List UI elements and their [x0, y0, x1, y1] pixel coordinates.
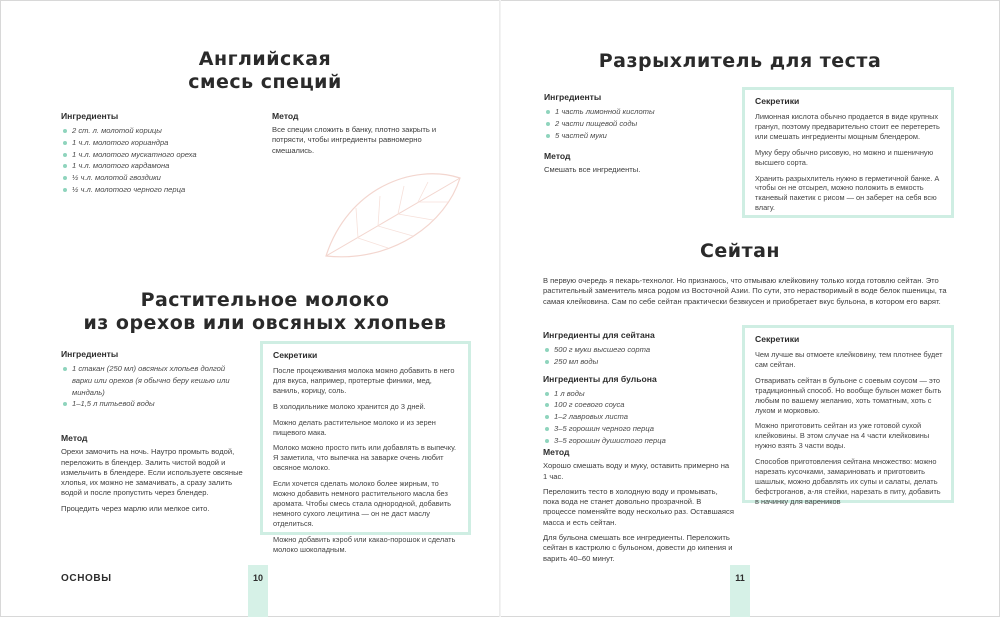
secret-item: После процеживания молока можно добавить в него для вкуса, например, протертые финики, мед, ваниль, корицу, соль. — [273, 366, 455, 395]
seitan-ing1-label: Ингредиенты для сейтана — [543, 330, 655, 340]
secret-item: Можно добавить кэроб или какао-порошок и сделать молоко шоколадным. — [273, 534, 456, 554]
spice-ingredients — [61, 111, 251, 196]
seitan-method-label: Метод — [543, 447, 570, 457]
leavening-title — [560, 50, 920, 73]
list-item: 2 ст. л. молотой корицы — [61, 125, 251, 137]
leavening-ingredients — [544, 92, 734, 176]
spice-ingredients-label: Ингредиенты — [61, 111, 119, 121]
page-number: 10 — [252, 573, 263, 583]
milk-ingredients-label: Ингредиенты — [61, 349, 119, 359]
seitan-title-text: Сейтан — [699, 240, 781, 262]
seitan-ing2-label: Ингредиенты для бульона — [543, 373, 657, 384]
secret-item: Если хочется сделать молоко более жирным, то можно добавить немного растительного масла без аромата. Чтобы смесь стала однородной, добавить немного сухого лецитина — он не даст маслу отделиться. — [273, 479, 452, 528]
secret-item: Чем лучше вы отмоете клейковину, тем плотнее будет сам сейтан. — [755, 350, 943, 369]
seitan-method-step: Для бульона смешать все ингредиенты. Переложить сейтан в кастрюлю с бульоном, довести до кипения и варить 40–60 минут. — [543, 533, 733, 563]
milk-title-line2: из орехов или овсяных хлопьев — [83, 312, 447, 334]
section-footer-label: ОСНОВЫ — [61, 573, 112, 584]
milk-secrets-box — [260, 341, 471, 554]
list-item: 2 части пищевой соды — [544, 118, 734, 130]
secret-item: Отваривать сейтан в бульоне с соевым соусом — это традиционный способ. Но вообще бульон может быть любым по вашему желанию, хоть томатным, хоть с луком и морковью. — [755, 375, 942, 415]
page-number-tab-left — [248, 565, 268, 617]
list-item: 100 г соевого соуса — [543, 399, 733, 411]
milk-method-text-1: Орехи замочить на ночь. Наутро промыть водой, переложить в блендер. Залить чистой водой и измельчить в блендере. Если используете овсяные хлопья, их можно не замачивать, а сразу залить водой и после пропустить через блендер. — [61, 447, 243, 498]
secret-item: Можно приготовить сейтан из уже готовой сухой клейковины. В этом случае на 4 части клейковины нужно взять 3 части воды. — [755, 421, 930, 451]
spice-method-label: Метод — [272, 111, 299, 121]
secret-item: Лимонная кислота обычно продается в виде крупных гранул, поэтому предварительно стоит ее перетереть или смешать ингредиенты мощным блендером. — [755, 112, 940, 141]
milk-title-line1: Растительное молоко — [140, 289, 390, 311]
list-item: 1–1,5 л питьевой воды — [61, 398, 241, 410]
leavening-secrets-label: Секретики — [755, 96, 800, 106]
secret-item: Хранить разрыхлитель нужно в герметичной банке. А чтобы он не отсырел, можно положить в емкость тканевый пакетик с рисом — он заберет на себя всю влагу. — [755, 173, 940, 213]
milk-title — [60, 289, 470, 335]
leaf-icon — [318, 168, 468, 263]
milk-secrets-label: Секретики — [273, 350, 318, 360]
seitan-method-step: Переложить тесто в холодную воду и промывать, пока вода не станет довольно прозрачной. В процессе поменяйте воду несколько раз. Оставшаяся масса и есть сейтан. — [543, 486, 734, 527]
milk-method-label: Метод — [61, 433, 88, 443]
secret-item: Способов приготовления сейтана множество: можно нарезать кусочками, замариновать и приготовить шашлык, можно добавлять их супы и салаты, делать бефстроганов, а-ля стейки, нарезать в питу, добавить в начинку для вареников — [755, 457, 941, 506]
list-item: 1–2 лавровых листа — [543, 411, 733, 423]
list-item: ½ ч.л. молотого черного перца — [61, 184, 251, 196]
spice-method-text: Все специи сложить в банку, плотно закрыть и потрясти, чтобы ингредиенты равномерно смешались. — [272, 125, 437, 155]
list-item: 1 стакан (250 мл) овсяных хлопьев долгой варки или орехов (я обычно беру кешью или миндаль) — [61, 363, 241, 398]
seitan-secrets-box — [742, 325, 954, 506]
spice-method — [272, 111, 462, 156]
list-item: 250 мл воды — [543, 356, 733, 368]
leavening-secrets-box — [742, 87, 954, 218]
seitan-ingredients — [543, 330, 733, 447]
milk-method-text-2: Процедить через марлю или мелкое сито. — [61, 503, 210, 513]
milk-ingredients — [61, 349, 241, 410]
seitan-title — [660, 240, 820, 263]
list-item: 1 часть лимонной кислоты — [544, 106, 734, 118]
secret-item: Молоко можно просто пить или добавлять в выпечку. Я заметила, что выпечка на заварке очень любит овсяное молоко. — [273, 443, 457, 473]
milk-method — [61, 433, 251, 519]
spice-title-line1: Английская — [198, 48, 332, 70]
list-item: 1 ч.л. молотого кориандра — [61, 137, 251, 149]
list-item: 500 г муки высшего сорта — [543, 344, 733, 356]
seitan-method — [543, 447, 735, 569]
list-item: 1 л воды — [543, 388, 733, 400]
list-item: 1 ч.л. молотого мускатного ореха — [61, 149, 251, 161]
list-item: ½ ч.л. молотой гвоздики — [61, 172, 251, 184]
secret-item: В холодильнике молоко хранится до 3 дней. — [273, 401, 426, 411]
spice-title — [120, 48, 410, 94]
leavening-method-text: Смешать все ингредиенты. — [544, 165, 641, 175]
seitan-method-step: Хорошо смешать воду и муку, оставить примерно на 1 час. — [543, 461, 730, 481]
secret-item: Можно делать растительное молоко и из зерен пищевого мака. — [273, 417, 436, 437]
list-item: 5 частей муки — [544, 130, 734, 142]
page-number-tab-right — [730, 565, 750, 617]
spice-title-line2: смесь специй — [188, 71, 342, 93]
secret-item: Муку беру обычно рисовую, но можно и пшеничную высшего сорта. — [755, 147, 934, 167]
seitan-intro: В первую очередь я пекарь-технолог. Но признаюсь, что отмываю клейковину только когда готовлю сейтан. Это растительный заменитель мяса родом из Восточной Азии. По сути, это нерастворимый в воде белок пшеницы, та самая клейковина. Сам по себе сейтан практически безвкусен и приобретает вкус бульона, в котором его варят. — [543, 276, 947, 306]
leavening-method-label: Метод — [544, 151, 571, 162]
list-item: 1 ч.л. молотого кардамона — [61, 160, 251, 172]
page-number: 11 — [735, 573, 745, 583]
page-gutter — [499, 0, 501, 617]
list-item: 3–5 горошин черного перца — [543, 423, 733, 435]
leavening-title-text: Разрыхлитель для теста — [598, 50, 882, 72]
leavening-ingredients-label: Ингредиенты — [544, 92, 602, 102]
list-item: 3–5 горошин душистого перца — [543, 435, 733, 447]
seitan-secrets-label: Секретики — [755, 334, 800, 344]
